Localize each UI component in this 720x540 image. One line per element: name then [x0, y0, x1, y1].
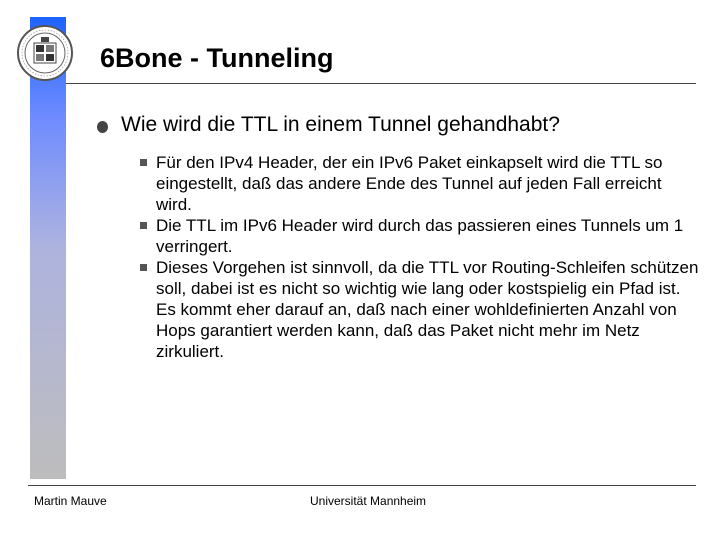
- slide-title: 6Bone - Tunneling: [100, 43, 334, 73]
- sub-bullet: [140, 215, 700, 257]
- university-seal-icon: [17, 25, 73, 81]
- sub-bullet-text: Für den IPv4 Header, der ein IPv6 Paket einkapselt wird die TTL so eingestellt, daß das andere Ende des Tunnel auf jeden Fall erreicht wird.: [156, 153, 663, 214]
- square-bullet: [140, 222, 147, 229]
- sub-bullet-text: Dieses Vorgehen ist sinnvoll, da die TTL vor Routing-Schleifen schützen soll, dabei ist es nicht so wichtig wie lang oder kostspielig ein Pfad ist. Es kommt eher darauf an, daß nach einer wohldefinierten Anzahl von Hops garantiert werden kann, daß das Paket nicht mehr im Netz zirkuliert.: [156, 258, 699, 361]
- sub-bullet-text: Die TTL im IPv6 Header wird durch das passieren eines Tunnels um 1 verringert.: [156, 216, 684, 256]
- main-bullet-text: Wie wird die TTL in einem Tunnel gehandhabt?: [121, 113, 560, 136]
- footer-divider: [28, 485, 696, 486]
- bullet-dot: [97, 121, 108, 133]
- decorative-sidebar: [30, 17, 66, 479]
- sub-bullet-list: [140, 152, 700, 362]
- title-divider: [66, 83, 696, 84]
- square-bullet: [140, 264, 147, 271]
- footer-institution: Universität Mannheim: [310, 494, 427, 508]
- sub-bullet: [140, 152, 700, 215]
- square-bullet: [140, 159, 147, 166]
- footer-author: Martin Mauve: [34, 494, 107, 508]
- sub-bullet: [140, 257, 700, 362]
